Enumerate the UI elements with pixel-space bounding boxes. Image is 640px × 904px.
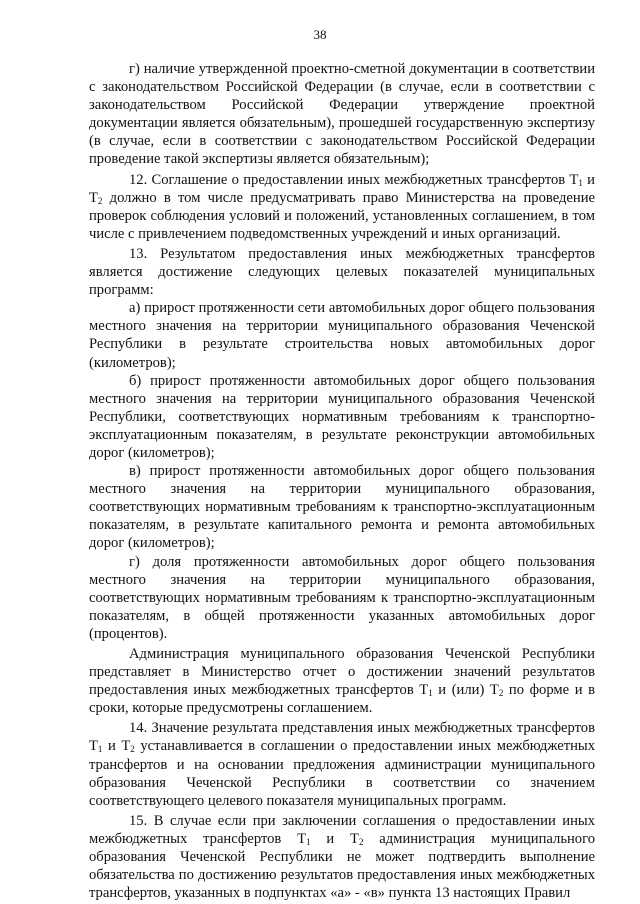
text-run: б) прирост протяженности автомобильных дорог общего пользования местного значения на территории муниципального образования Чеченской Республики, соответствующих нормативным требованиям к транспортно-эксплуатационным показателям, в результате реконструкции автомобильных дорог (километров); <box>89 372 595 461</box>
text-run: г) доля протяженности автомобильных дорог общего пользования местного значения на территории муниципального образования, соответствующих нормативным требованиям к транспортно-эксплуатационным показателям, в общей протяженности указанных автомобильных дорог (процентов). <box>89 553 595 642</box>
text-run: должно в том числе предусматривать право Министерства на проведение проверок соблюдения условий и положений, установленных соглашением, в том числе с привлечением подведомственных учреждений и иных организаций. <box>89 189 595 242</box>
subscript-index: 1 <box>97 744 103 755</box>
text-run: и Т <box>89 171 595 206</box>
text-run: по форме и в сроки, которые предусмотрены соглашением. <box>89 682 595 717</box>
text-run: и (или) Т <box>432 682 499 699</box>
text-run: а) прирост протяженности сети автомобильных дорог общего пользования местного значения на территории муниципального образования Чеченской Республики в результате строительства новых автомобильных дорог (километров); <box>89 300 595 371</box>
text-run: г) наличие утвержденной проектно-сметной документации в соответствии с законодательством Российской Федерации (в случае, если в соответствии с законодательством Российской Федерации утверждение проектной документации является обязательным), прошедшей государственную экспертизу (в случае, если в соответствии с законодательством Российской Федерации проведение такой экспертизы является обязательным); <box>89 61 595 168</box>
text-run: 14. Значение результата представления иных межбюджетных трансфертов Т <box>89 720 595 755</box>
paragraph-12-agreement-terms <box>89 171 595 243</box>
subscript-index: 1 <box>578 177 583 188</box>
text-run: 13. Результатом предоставления иных межбюджетных трансфертов является достижение следующих целевых показателей муниципальных программ: <box>89 245 595 299</box>
text-run: устанавливается в соглашении о предоставлении иных межбюджетных трансфертов и на основании предложения администрации муниципального образования Чеченской Республики в соответствии со значением соответствующего целевого показателя муниципальных программ. <box>89 738 595 809</box>
paragraph-13-results <box>89 245 595 299</box>
subscript-index: 2 <box>358 836 364 847</box>
paragraph-administration-report <box>89 645 595 717</box>
subscript-index: 1 <box>306 836 311 847</box>
text-run: Администрация муниципального образования Чеченской Республики представляет в Министерство отчет о достижении значений результатов предоставления иных межбюджетных трансфертов Т <box>89 646 595 699</box>
text-run: администрация муниципального образования Чеченской Республики не может подтвердить выполнение обязательства по достижению результатов предоставления иных межбюджетных трансфертов, указанных в подпунктах «а» - «в» пункта 13 настоящих Правил <box>89 830 595 902</box>
paragraph-item-g-design-documentation <box>89 60 595 169</box>
text-run: в) прирост протяженности автомобильных дорог общего пользования местного значения на территории муниципального образования, соответствующих нормативным требованиям к транспортно-эксплуатационным показателям, в результате капитального ремонта и ремонта автомобильных дорог (километров); <box>89 463 595 552</box>
paragraph-13g-share <box>89 553 595 643</box>
paragraph-13a-new-roads <box>89 299 595 371</box>
text-run: и Т <box>102 738 131 755</box>
text-run: и Т <box>310 830 359 847</box>
paragraph-14-result-value <box>89 719 595 809</box>
page-number: 38 <box>313 27 327 42</box>
document-body <box>89 60 595 902</box>
paragraph-15-agreement-case <box>89 812 595 902</box>
paragraph-13v-repair <box>89 462 595 552</box>
text-run: 15. В случае если при заключении соглашения о предоставлении иных межбюджетных трансфертов Т <box>89 812 595 847</box>
subscript-index: 1 <box>428 688 433 699</box>
subscript-index: 2 <box>498 688 504 699</box>
subscript-index: 2 <box>130 744 135 755</box>
text-run: 12. Соглашение о предоставлении иных межбюджетных трансфертов Т <box>129 171 579 188</box>
subscript-index: 2 <box>97 195 103 206</box>
paragraph-13b-reconstruction <box>89 372 595 462</box>
